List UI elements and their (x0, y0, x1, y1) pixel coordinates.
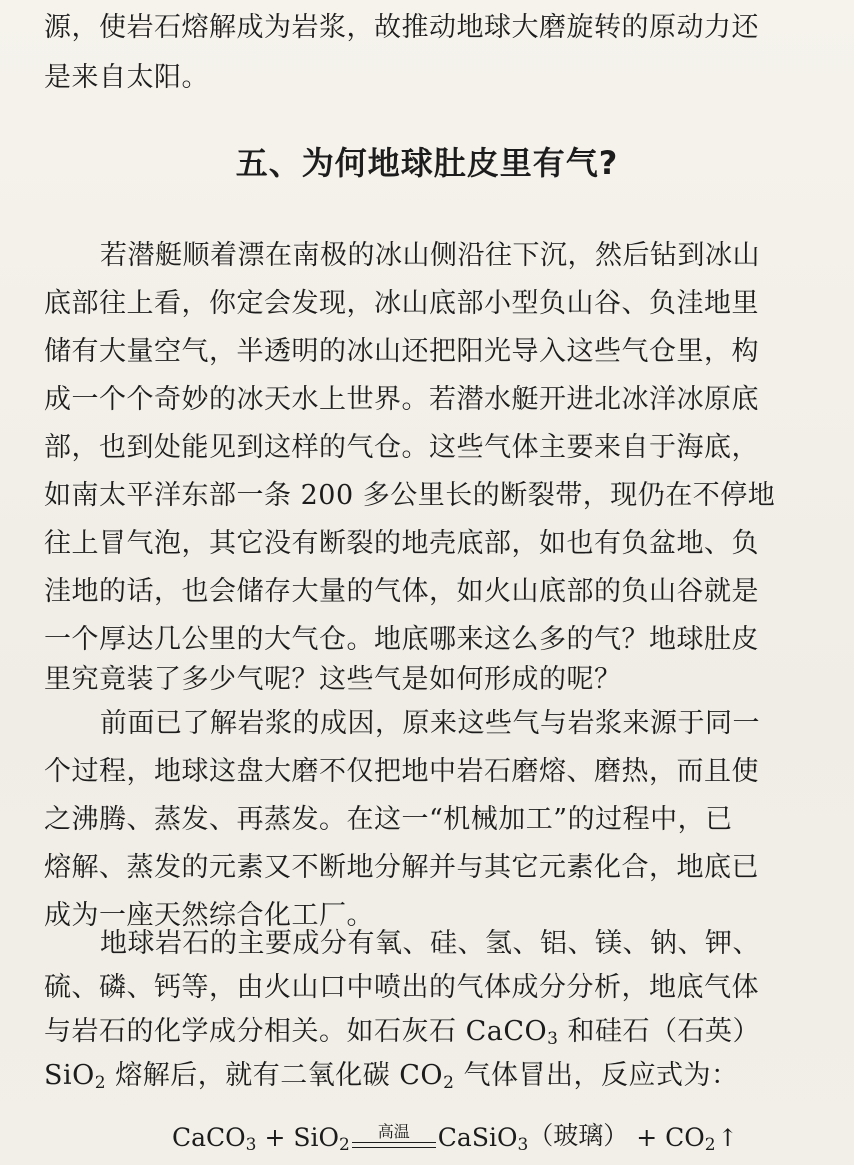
paragraph3-line-sio2 (44, 1056, 816, 1096)
paragraph3-line: 硫、磷、钙等，由火山口中喷出的气体成分分析，地底气体 (44, 972, 759, 1003)
formula-text: CaSiO (437, 1123, 518, 1152)
paragraph2-line: 熔解、蒸发的元素又不断地分解并与其它元素化合，地底已 (44, 852, 759, 883)
subscript: 2 (94, 1073, 107, 1093)
plus-sign: + (628, 1123, 666, 1152)
equals-bar (352, 1142, 436, 1148)
paragraph2-line: 成为一座天然综合化工厂。 (44, 900, 374, 931)
product-1 (437, 1123, 529, 1155)
text-segment: 熔解后，就有二氧化碳 CO (106, 1060, 444, 1091)
reaction-arrow (352, 1124, 436, 1148)
formula-text: SiO (293, 1123, 339, 1152)
paragraph1-line: 如南太平洋东部一条 200 多公里长的断裂带，现仍在不停地 (44, 480, 776, 511)
text-segment: 和硅石（石英） (558, 1016, 761, 1047)
reaction-condition: 高温 (377, 1122, 410, 1141)
paragraph2-line: 前面已了解岩浆的成因，原来这些气与岩浆来源于同一 (100, 708, 760, 739)
paragraph2-line: 之沸腾、蒸发、再蒸发。在这一“机械加工”的过程中，已 (44, 804, 733, 835)
subscript: 3 (517, 1135, 529, 1155)
paragraph1-line: 往上冒气泡，其它没有断裂的地壳底部，如也有负盆地、负 (44, 528, 759, 559)
paragraph1-line: 成一个个奇妙的冰天水上世界。若潜水艇开进北冰洋冰原底 (44, 384, 759, 415)
formula-text: CO (665, 1123, 705, 1152)
subscript: 2 (338, 1135, 350, 1155)
formula-text: CaCO (172, 1123, 246, 1152)
paragraph1-line: 若潜艇顺着漂在南极的冰山侧沿往下沉，然后钻到冰山 (100, 240, 760, 271)
chemical-equation (172, 1102, 738, 1155)
paragraph3-line: 地球岩石的主要成分有氧、硅、氢、铝、镁、钠、钾、 (100, 928, 760, 959)
subscript: 3 (245, 1135, 257, 1155)
intro-line-2: 是来自太阳。 (44, 62, 209, 93)
subscript: 2 (443, 1073, 455, 1093)
paragraph1-line: 底部往上看，你定会发现，冰山底部小型负山谷、负洼地里 (44, 288, 759, 319)
paragraph3-line-formula (44, 1012, 816, 1052)
subscript: 2 (704, 1135, 716, 1155)
intro-line-1: 源，使岩石熔解成为岩浆，故推动地球大磨旋转的原动力还 (44, 12, 759, 43)
plus-sign: + (256, 1123, 294, 1152)
paragraph1-line: 洼地的话，也会储存大量的气体，如火山底部的负山谷就是 (44, 576, 759, 607)
paragraph1-line: 储有大量空气，半透明的冰山还把阳光导入这些气仓里，构 (44, 336, 759, 367)
paragraph2-line: 个过程，地球这盘大磨不仅把地中岩石磨熔、磨热，而且使 (44, 756, 759, 787)
paragraph1-line: 一个厚达几公里的大气仓。地底哪来这么多的气？地球肚皮 (44, 624, 759, 655)
paragraph1-line: 里究竟装了多少气呢？这些气是如何形成的呢？ (44, 664, 622, 695)
reactant-2 (293, 1123, 350, 1155)
subscript: 3 (547, 1029, 559, 1049)
text-segment: 与岩石的化学成分相关。如石灰石 CaCO (44, 1016, 548, 1047)
gas-arrow-icon: ↑ (717, 1124, 738, 1152)
section-title: 五、为何地球肚皮里有气? (235, 144, 619, 182)
text-segment: 气体冒出，反应式为： (454, 1060, 739, 1091)
text-segment: SiO (44, 1060, 95, 1091)
paragraph1-line: 部，也到处能见到这样的气仓。这些气体主要来自于海底， (44, 432, 759, 463)
product-1-note: （玻璃） (528, 1121, 629, 1150)
product-2 (665, 1123, 716, 1155)
reactant-1 (172, 1123, 257, 1155)
